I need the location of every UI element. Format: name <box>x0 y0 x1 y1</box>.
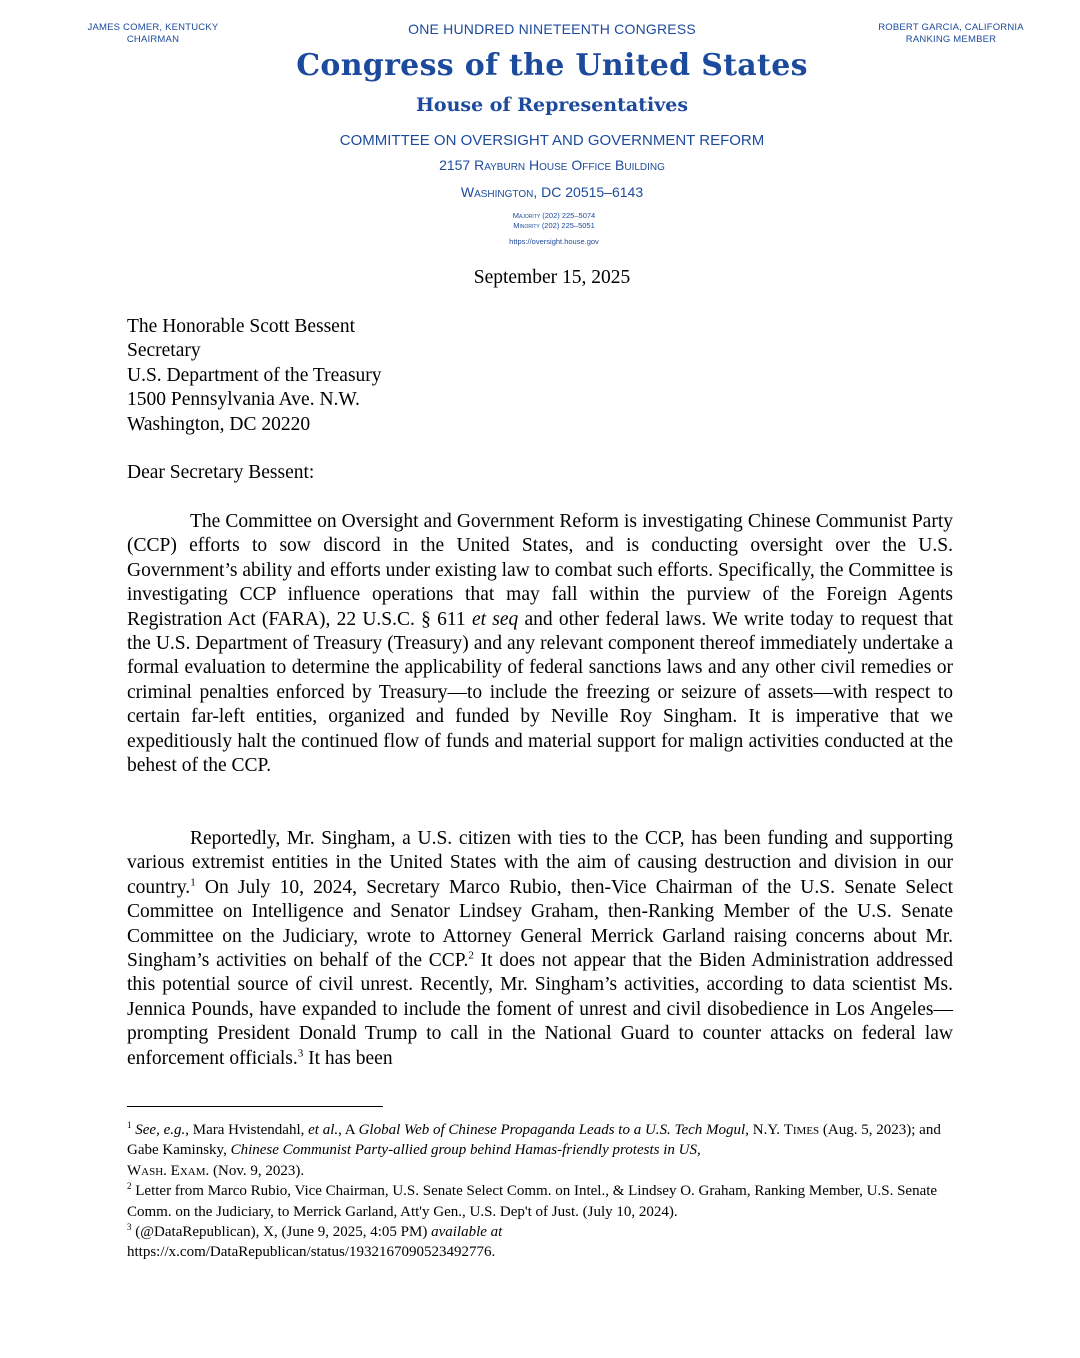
committee-name: COMMITTEE ON OVERSIGHT AND GOVERNMENT REFORM <box>339 132 765 149</box>
footnote-1-text-e: , <box>696 1142 701 1159</box>
paragraph-1-italic: et seq <box>471 608 519 630</box>
recipient-city: Washington, DC 20220 <box>127 413 311 435</box>
footnote-1-text-a: , Mara Hvistendahl, <box>185 1122 309 1138</box>
recipient-department: U.S. Department of the Treasury <box>127 364 382 386</box>
minority-phone: Minority (202) 225–5051 <box>513 221 595 230</box>
footnote-3-italic: available at <box>431 1224 503 1241</box>
recipient-name: The Honorable Scott Bessent <box>127 316 355 337</box>
footnote-1-publication-2: Wash. Exam. <box>127 1162 210 1179</box>
footnote-1-text-c: , N.Y. <box>745 1122 784 1138</box>
ranking-member-block <box>862 22 1040 46</box>
congress-title: Congress of the United States <box>296 48 808 83</box>
footnote-1-publication-1: Times <box>783 1122 820 1138</box>
footnote-1 <box>127 1120 953 1181</box>
footnote-1-see: See, e.g. <box>135 1122 186 1138</box>
paragraph-2-text-c: It does not appear that the Biden Administration addressed this potential source of civil unrest. Recently, Mr. Singham’s activities, according to data scientist Ms. Jennica Pounds, have expanded to include the foment of unrest and civil disobedience in Los Angeles—prompting President Donald Trump to call in the National Guard to counter attacks on federal law enforcement officials. <box>127 950 954 1069</box>
building-address: 2157 Rayburn House Office Building <box>439 157 665 173</box>
salutation: Dear Secretary Bessent: <box>127 462 315 483</box>
footnote-2-text: Letter from Marco Rubio, Vice Chairman, U.S. Senate Select Comm. on Intel., & Lindsey O. Graham, Ranking Member, U.S. Senate Comm. on the Judiciary, to Merrick Garland, Att'y Gen., U.S. Dep't of Just. (July 10, 2024). <box>127 1183 938 1220</box>
paragraph-1-text-b: and other federal laws. We write today to request that the U.S. Department of Treasury (Treasury) and any relevant component thereof immediately undertake a formal evaluation to determine the applicability of federal sanctions laws and any other civil remedies or criminal penalties enforced by Treasury—to include the freezing or seizure of assets—with respect to certain far-left entities, organized and funded by Neville Roy Singham. It is imperative that we expeditiously halt the continued flow of funds and material support for malign activities conducted at the behest of the CCP. <box>127 608 953 777</box>
footnote-1-article-title-2: Chinese Communist Party-allied group behind Hamas-friendly protests in US <box>230 1142 697 1159</box>
footnote-ref-2[interactable]: 2 <box>468 949 474 962</box>
majority-phone: Majority (202) 225–5074 <box>512 211 596 220</box>
footnote-1-etal: et al. <box>308 1122 339 1138</box>
paragraph-2-text-a: Reportedly, Mr. Singham, a U.S. citizen with ties to the CCP, has been funding and supporting various extremist entities in the United States with the aim of causing destruction and division in our country. <box>127 828 953 898</box>
website-link[interactable]: https://oversight.house.gov <box>509 237 599 246</box>
footnote-3 <box>127 1222 953 1263</box>
chairman-name: JAMES COMER, KENTUCKY <box>87 22 219 33</box>
footnote-1-text-d: (Aug. 5, 2023); and Gabe Kaminsky, <box>127 1122 941 1159</box>
letter-date: September 15, 2025 <box>473 267 631 288</box>
footnote-ref-3[interactable]: 3 <box>297 1047 304 1060</box>
paragraph-2-text-b: On July 10, 2024, Secretary Marco Rubio, then-Vice Chairman of the U.S. Senate Select Committee on Intelligence and Senator Lindsey Graham, then-Ranking Member of the U.S. Senate Committee on the Judiciary, wrote to Attorney General Merrick Garland raising concerns about Mr. Singham’s activities on behalf of the CCP. <box>127 876 953 972</box>
recipient-street: 1500 Pennsylvania Ave. N.W. <box>127 389 360 411</box>
footnote-2 <box>127 1181 953 1222</box>
ranking-member-title: RANKING MEMBER <box>905 34 997 45</box>
recipient-address <box>127 315 957 437</box>
body-paragraph-1 <box>127 510 953 778</box>
footnote-ref-1[interactable]: 1 <box>190 876 196 889</box>
congress-number: ONE HUNDRED NINETEENTH CONGRESS <box>408 21 696 37</box>
footnote-divider <box>127 1106 383 1107</box>
footnote-2-number: 2 <box>127 1181 132 1192</box>
chairman-title: CHAIRMAN <box>126 34 180 45</box>
footnote-3-number: 3 <box>127 1222 132 1233</box>
paragraph-2-text-d: It has been <box>303 1047 393 1069</box>
recipient-title: Secretary <box>127 340 201 362</box>
footnote-3-text: (@DataRepublican), X, (June 9, 2025, 4:05 PM) <box>131 1224 432 1241</box>
footnote-1-number: 1 <box>127 1120 132 1130</box>
house-title: House of Representatives <box>415 94 689 116</box>
footnote-3-url[interactable]: https://x.com/DataRepublican/status/1932167090523492776. <box>127 1244 496 1261</box>
city-address: Washington, DC 20515–6143 <box>460 184 644 200</box>
footnotes <box>127 1120 953 1263</box>
footnote-1-text-b: , A <box>338 1122 359 1138</box>
body-paragraph-2 <box>127 827 953 1071</box>
paragraph-1-text-a: The Committee on Oversight and Government Reform is investigating Chinese Communist Party (CCP) efforts to sow discord in the United States, and is conducting oversight over the U.S. Government’s ability and efforts under existing law to combat such efforts. Specifically, the Committee is investigating CCP influence operations that may fall within the purview of the Foreign Agents Registration Act (FARA), 22 U.S.C. § 611 <box>127 511 953 630</box>
ranking-member-name: ROBERT GARCIA, CALIFORNIA <box>878 22 1024 33</box>
footnote-1-article-title-1: Global Web of Chinese Propaganda Leads to a U.S. Tech Mogul <box>358 1122 746 1138</box>
footnote-1-text-f: (Nov. 9, 2023). <box>209 1162 305 1179</box>
chairman-block <box>72 22 234 46</box>
